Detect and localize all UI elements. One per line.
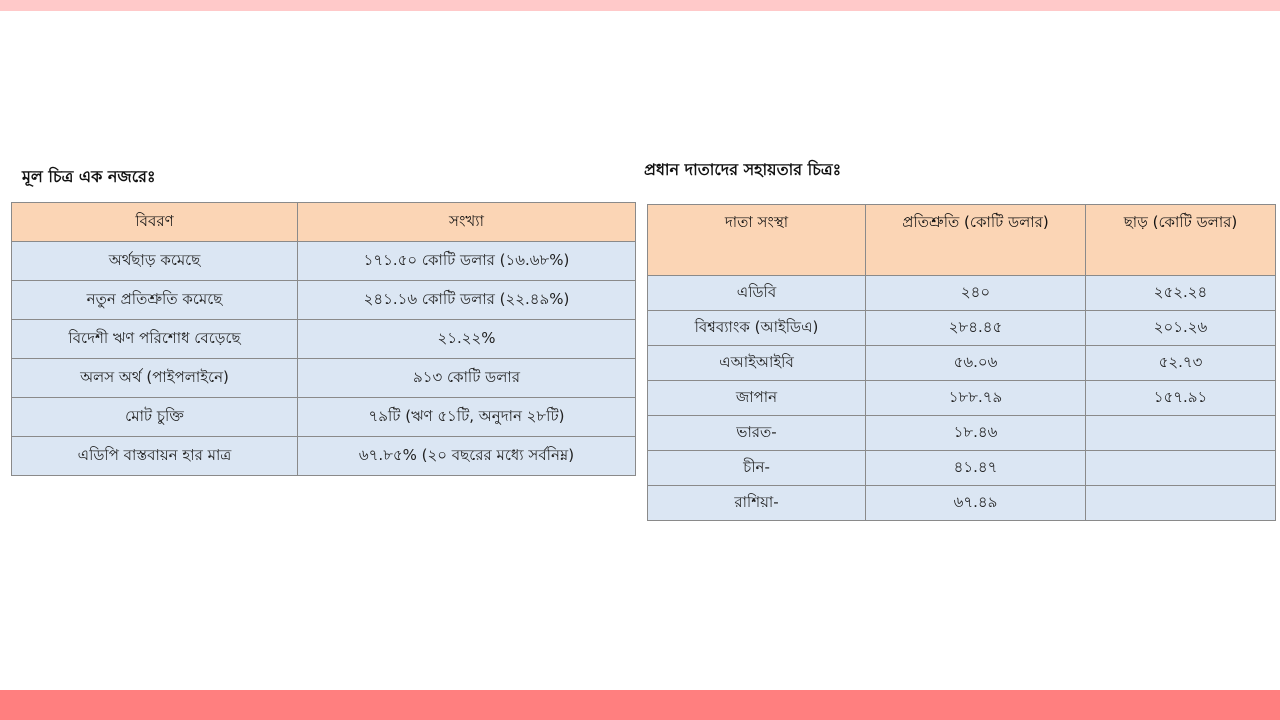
table-cell: ২৪০ [866,276,1086,311]
bottom-decor-band [0,690,1280,720]
table-row [648,416,1276,451]
donor-table [647,204,1276,521]
table-row [12,437,636,476]
table-cell: ২৫২.২৪ [1086,276,1276,311]
table-cell: বিশ্বব্যাংক (আইডিএ) [648,311,866,346]
table-cell: এআইআইবি [648,346,866,381]
table-row [648,276,1276,311]
table-cell: অর্থছাড় কমেছে [12,242,298,281]
table-cell [1086,451,1276,486]
table-cell: ২৮৪.৪৫ [866,311,1086,346]
table-header-row [648,205,1276,276]
table-cell: ২০১.২৬ [1086,311,1276,346]
table-cell: মোট চুক্তি [12,398,298,437]
table-row [12,242,636,281]
table-cell: বিদেশী ঋণ পরিশোধ বেড়েছে [12,320,298,359]
table-row [12,398,636,437]
table-cell: ৪১.৪৭ [866,451,1086,486]
table-cell [1086,486,1276,521]
table-cell: ৫৬.০৬ [866,346,1086,381]
table-cell: চীন- [648,451,866,486]
table-cell: ৬৭.৪৯ [866,486,1086,521]
table-cell: এডিবি [648,276,866,311]
table-row [648,311,1276,346]
table-cell: ৭৯টি (ঋণ ৫১টি, অনুদান ২৮টি) [298,398,636,437]
donor-heading: প্রধান দাতাদের সহায়তার চিত্রঃ [644,160,842,179]
table-cell: জাপান [648,381,866,416]
table-row [648,451,1276,486]
table-cell: এডিপি বাস্তবায়ন হার মাত্র [12,437,298,476]
table-row [648,486,1276,521]
column-header-disbursement: ছাড় (কোটি ডলার) [1086,205,1276,276]
table-row [12,320,636,359]
table-cell: ৫২.৭৩ [1086,346,1276,381]
table-row [648,381,1276,416]
table-cell: ১৫৭.৯১ [1086,381,1276,416]
table-row [648,346,1276,381]
table-cell: অলস অর্থ (পাইপলাইনে) [12,359,298,398]
table-row [12,281,636,320]
table-cell: ১৮৮.৭৯ [866,381,1086,416]
table-cell: ১৮.৪৬ [866,416,1086,451]
top-decor-band [0,0,1280,11]
table-cell: ভারত- [648,416,866,451]
column-header-count: সংখ্যা [298,203,636,242]
table-cell: ৯১৩ কোটি ডলার [298,359,636,398]
table-header-row [12,203,636,242]
table-cell: ৬৭.৮৫% (২০ বছরের মধ্যে সর্বনিম্ন) [298,437,636,476]
table-row [12,359,636,398]
column-header-donor: দাতা সংস্থা [648,205,866,276]
table-cell: ২৪১.১৬ কোটি ডলার (২২.৪৯%) [298,281,636,320]
table-cell [1086,416,1276,451]
table-cell: নতুন প্রতিশ্রুতি কমেছে [12,281,298,320]
table-cell: ২১.২২% [298,320,636,359]
summary-heading: মূল চিত্র এক নজরেঃ [22,167,156,186]
column-header-description: বিবরণ [12,203,298,242]
table-cell: রাশিয়া- [648,486,866,521]
column-header-commitment: প্রতিশ্রুতি (কোটি ডলার) [866,205,1086,276]
table-cell: ১৭১.৫০ কোটি ডলার (১৬.৬৮%) [298,242,636,281]
summary-table [11,202,636,476]
